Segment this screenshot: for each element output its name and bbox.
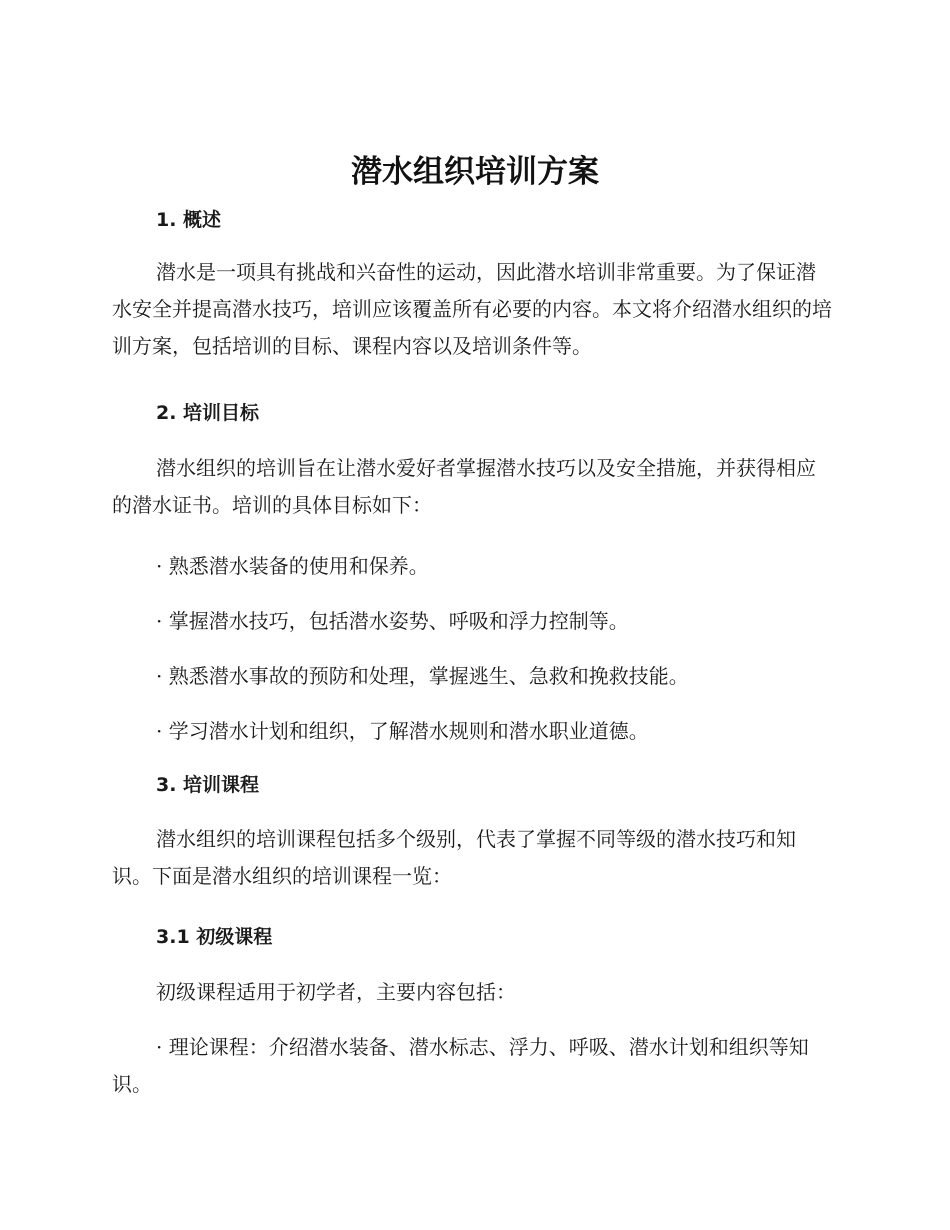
section-heading-training-goals: 2. 培训目标 (156, 402, 260, 424)
training-goals-paragraph: 潜水组织的培训旨在让潜水爱好者掌握潜水技巧以及安全措施，并获得相应的潜水证书。培训的具体目标如下： (112, 456, 816, 517)
document-title: 潜水组织培训方案 (351, 154, 599, 190)
goal-bullet-item: · 学习潜水计划和组织，了解潜水规则和潜水职业道德。 (156, 719, 649, 743)
beginner-course-paragraph: 初级课程适用于初学者，主要内容包括： (156, 980, 516, 1004)
goal-bullet-item: · 熟悉潜水装备的使用和保养。 (156, 554, 429, 578)
beginner-course-bullet-item: · 理论课程：介绍潜水装备、潜水标志、浮力、呼吸、潜水计划和组织等知识。 (112, 1035, 809, 1096)
goal-bullet-item: · 熟悉潜水事故的预防和处理，掌握逃生、急救和挽救技能。 (156, 664, 689, 688)
goal-bullet-item: · 掌握潜水技巧，包括潜水姿势、呼吸和浮力控制等。 (156, 609, 629, 633)
overview-paragraph: 潜水是一项具有挑战和兴奋性的运动，因此潜水培训非常重要。为了保证潜水安全并提高潜水技巧，培训应该覆盖所有必要的内容。本文将介绍潜水组织的培训方案，包括培训的目标、课程内容以及培训条件等。 (112, 260, 832, 358)
section-heading-beginner-course: 3.1 初级课程 (156, 926, 273, 948)
courses-paragraph: 潜水组织的培训课程包括多个级别，代表了掌握不同等级的潜水技巧和知识。下面是潜水组织的培训课程一览： (112, 827, 796, 888)
section-heading-overview: 1. 概述 (156, 209, 222, 231)
section-heading-courses: 3. 培训课程 (156, 774, 260, 796)
